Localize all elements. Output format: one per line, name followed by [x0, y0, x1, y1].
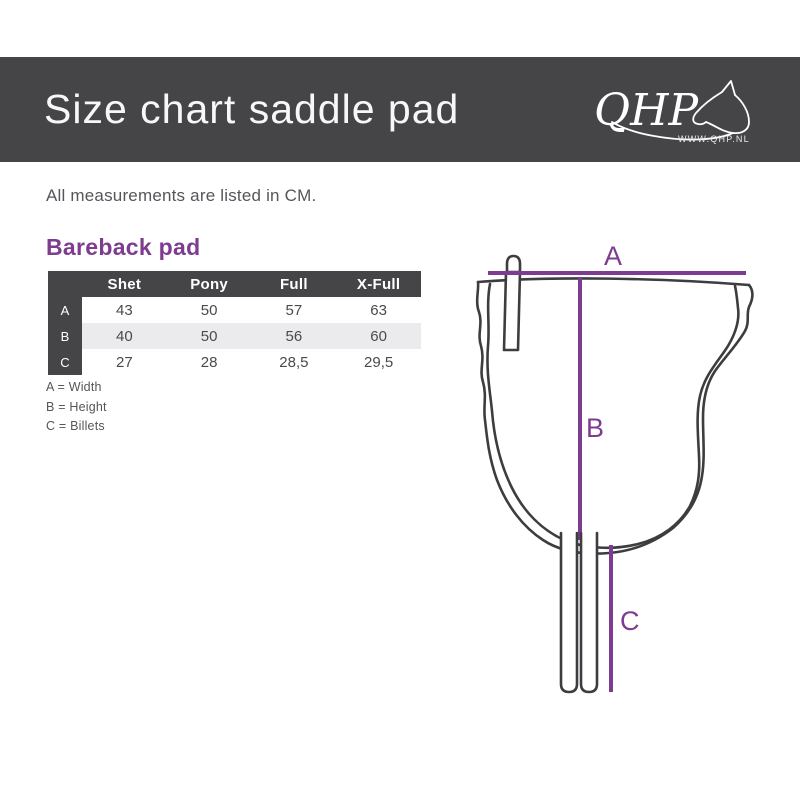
row-label-c: C: [48, 349, 82, 375]
cell-a-xfull: 63: [336, 297, 421, 323]
table-row-a: [48, 297, 421, 323]
page-title: Size chart saddle pad: [44, 86, 460, 132]
diagram-label-a: A: [603, 241, 623, 271]
cell-c-shet: 27: [82, 349, 167, 375]
qhp-website-text: WWW.QHP.NL: [678, 133, 750, 144]
cell-c-pony: 28: [167, 349, 252, 375]
size-table: [48, 271, 421, 375]
cell-a-full: 57: [252, 297, 337, 323]
billet-strap-left: [561, 533, 577, 692]
col-header-full: Full: [252, 271, 337, 297]
col-header-shet: Shet: [82, 271, 167, 297]
measurement-legend: [46, 378, 107, 437]
measurements-note: All measurements are listed in CM.: [46, 186, 317, 205]
legend-item-height: B = Height: [46, 399, 107, 414]
saddle-pad-diagram: [452, 225, 772, 715]
col-header-xfull: X-Full: [336, 271, 421, 297]
cell-a-shet: 43: [82, 297, 167, 323]
table-row-b: [48, 323, 421, 349]
row-label-a: A: [48, 297, 82, 323]
front-strap: [504, 272, 520, 350]
pad-inner-outline: [487, 284, 738, 548]
row-label-b: B: [48, 323, 82, 349]
cell-b-full: 56: [252, 323, 337, 349]
table-row-c: [48, 349, 421, 375]
legend-item-billets: C = Billets: [46, 419, 105, 433]
cell-b-pony: 50: [167, 323, 252, 349]
cell-c-xfull: 29,5: [336, 349, 421, 375]
legend-item-width: A = Width: [46, 380, 102, 394]
qhp-logo-text: QHP: [594, 84, 699, 136]
product-name-heading: Bareback pad: [46, 234, 201, 260]
header-band: [0, 57, 800, 162]
cell-a-pony: 50: [167, 297, 252, 323]
diagram-label-b: B: [586, 413, 605, 443]
qhp-logo: [592, 78, 762, 146]
billet-strap-right: [581, 533, 597, 692]
front-strap-loop: [507, 256, 520, 272]
corner-cell: [48, 271, 82, 297]
col-header-pony: Pony: [167, 271, 252, 297]
cell-b-shet: 40: [82, 323, 167, 349]
size-table-header-row: [48, 271, 421, 297]
diagram-label-c: C: [620, 606, 640, 636]
cell-b-xfull: 60: [336, 323, 421, 349]
cell-c-full: 28,5: [252, 349, 337, 375]
